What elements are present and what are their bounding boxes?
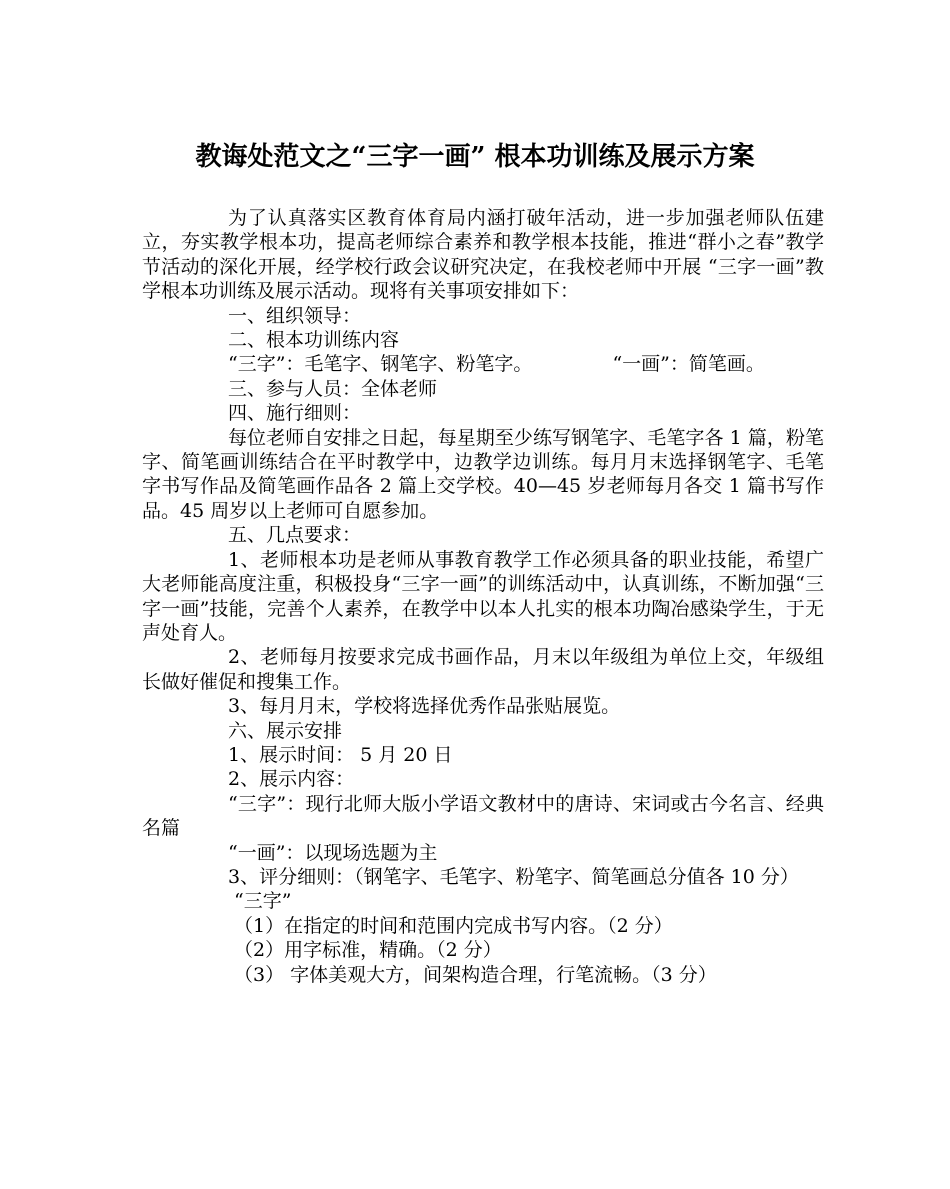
exhibition-sanzi: “三字”：现行北师大版小学语文教材中的唐诗、宋词或古今名言、经典名篇 bbox=[142, 792, 824, 840]
section-5-heading: 五、几点要求： bbox=[228, 524, 362, 547]
section-3-heading: 三、参与人员：全体老师 bbox=[228, 377, 438, 400]
requirement-2: 2、老师每月按要求完成书画作品，月末以年级组为单位上交，年级组长做好催促和搜集工作。 bbox=[142, 646, 824, 693]
requirement-3: 3、每月月末，学校将选择优秀作品张贴展览。 bbox=[228, 695, 621, 718]
scoring-rules: 3、评分细则：（钢笔字、毛笔字、粉笔字、简笔画总分值各 10 分） bbox=[228, 865, 799, 888]
section-4-heading: 四、施行细则： bbox=[228, 402, 362, 425]
sanzi-label: “三字” bbox=[234, 890, 292, 913]
intro-paragraph: 为了认真落实区教育体育局内涵打破年活动，进一步加强老师队伍建立，夯实教学根本功，提高老师综合素养和教学根本技能，推进“群小之春”教学节活动的深化开展，经学校行政会议研究决定，在我校老师中开展 “三字一画”教学根本功训练及展示活动。现将有关事项安排如下： bbox=[142, 207, 824, 303]
exhibition-time: 1、展示时间： 5 月 20 日 bbox=[228, 743, 453, 766]
criterion-3: （3） 字体美观大方，间架构造合理，行笔流畅。（3 分） bbox=[234, 963, 717, 986]
sanzi-content: “三字”：毛笔字、钢笔字、粉笔字。 bbox=[228, 353, 533, 376]
exhibition-yihua: “一画”：以现场选题为主 bbox=[228, 841, 438, 864]
yihua-content: “一画”：简笔画。 bbox=[612, 353, 765, 376]
document-body bbox=[142, 206, 824, 987]
requirement-1: 1、老师根本功是老师从事教育教学工作必须具备的职业技能，希望广大老师能高度注重，积极投身“三字一画”的训练活动中，认真训练，不断加强“三字一画”技能，完善个人素养，在教学中以本人扎实的根本功陶冶感染学生，于无声处育人。 bbox=[142, 548, 824, 644]
section-4-paragraph: 每位老师自安排之日起，每星期至少练写钢笔字、毛笔字各 1 篇，粉笔字、简笔画训练结合在平时教学中，边教学边训练。每月月末选择钢笔字、毛笔字书写作品及简笔画作品各 2 篇上交学校。40—45 岁老师每月各交 1 篇书写作品。45 周岁以上老师可自愿参加。 bbox=[142, 426, 824, 522]
criterion-1: （1）在指定的时间和范围内完成书写内容。（2 分） bbox=[234, 914, 673, 937]
section-1-heading: 一、组织领导： bbox=[228, 304, 362, 327]
document-title: 教诲处范文之“三字一画” 根本功训练及展示方案 bbox=[195, 142, 755, 172]
section-6-heading: 六、展示安排 bbox=[228, 719, 343, 742]
section-2-heading: 二、根本功训练内容 bbox=[228, 329, 400, 352]
section-2-content bbox=[142, 352, 824, 376]
criterion-2: （2）用字标准，精确。（2 分） bbox=[234, 939, 502, 962]
exhibition-content-heading: 2、展示内容： bbox=[228, 768, 355, 791]
